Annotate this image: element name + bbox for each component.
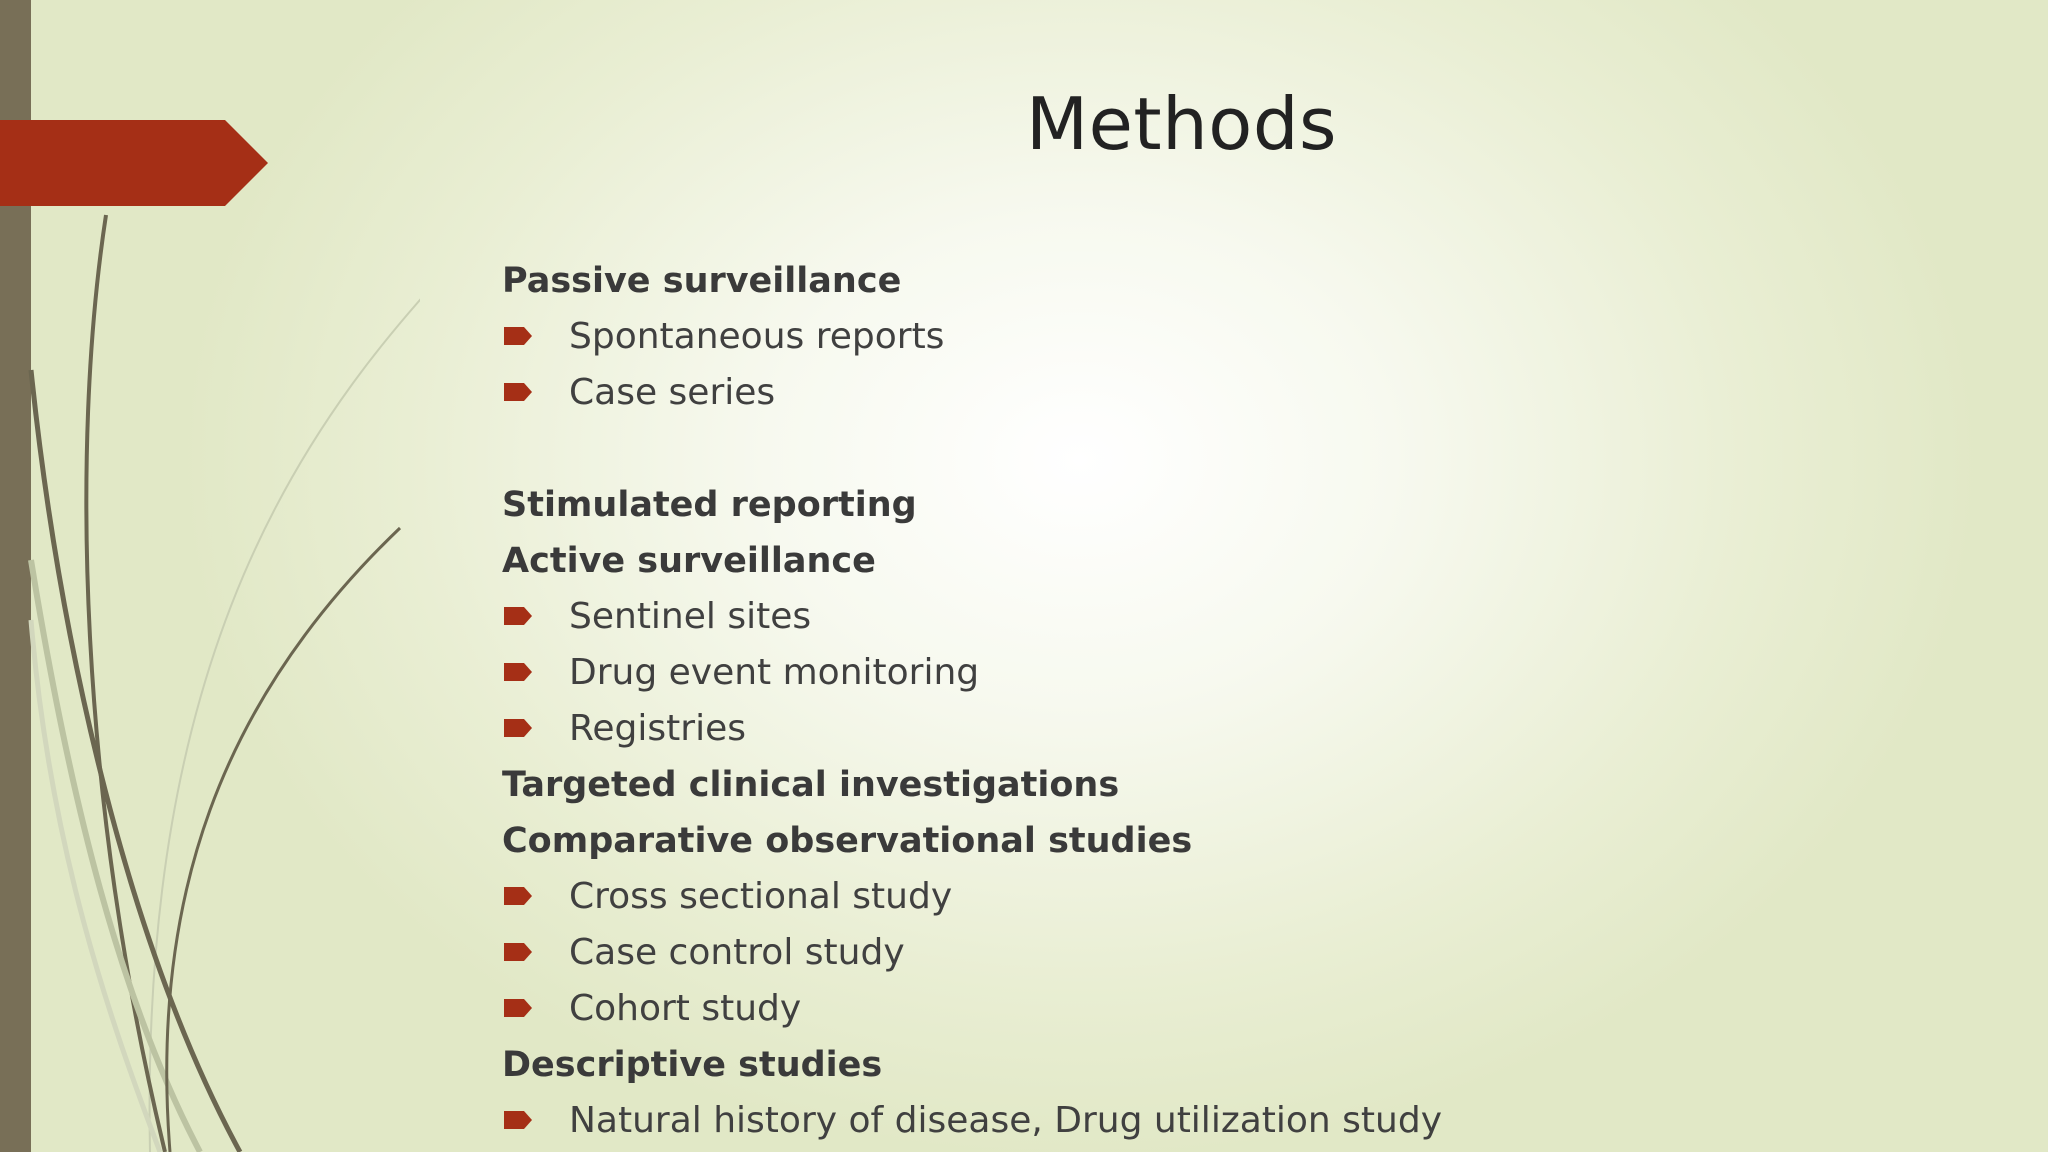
bullet-text: Spontaneous reports [569,316,945,357]
bullet-text: Case series [569,372,776,413]
heading-targeted-clinical-investigations: Targeted clinical investigations [502,765,1120,805]
slide-content [502,253,2002,1149]
bullet-item [502,981,2002,1037]
arrow-bullet-icon [504,943,532,961]
arrow-bullet-icon [504,327,532,345]
heading-comparative-observational-studies: Comparative observational studies [502,821,1193,861]
bullet-text: Sentinel sites [569,596,812,637]
heading-stimulated-reporting: Stimulated reporting [502,485,917,525]
bullet-item [502,1093,2002,1149]
arrow-bullet-icon [504,887,532,905]
bullet-text: Natural history of disease, Drug utilization study [569,1100,1443,1141]
bullet-item [502,645,2002,701]
bullet-item [502,309,2002,365]
arrow-bullet-icon [504,999,532,1017]
slide-title: Methods [1026,82,1338,166]
bullet-item [502,365,2002,421]
heading-passive-surveillance: Passive surveillance [502,261,902,301]
bullet-text: Case control study [569,932,905,973]
bullet-item [502,925,2002,981]
arrow-bullet-icon [504,607,532,625]
bullet-item [502,589,2002,645]
arrow-bullet-icon [504,663,532,681]
red-flag-arrow [0,120,270,206]
arrow-bullet-icon [504,383,532,401]
bullet-text: Drug event monitoring [569,652,980,693]
bullet-item [502,869,2002,925]
spacer [502,421,2002,477]
arrow-bullet-icon [504,1111,532,1129]
heading-descriptive-studies: Descriptive studies [502,1045,883,1085]
bullet-text: Cohort study [569,988,802,1029]
arrow-bullet-icon [504,719,532,737]
bullet-item [502,701,2002,757]
bullet-text: Registries [569,708,746,749]
heading-active-surveillance: Active surveillance [502,541,876,581]
bullet-text: Cross sectional study [569,876,953,917]
